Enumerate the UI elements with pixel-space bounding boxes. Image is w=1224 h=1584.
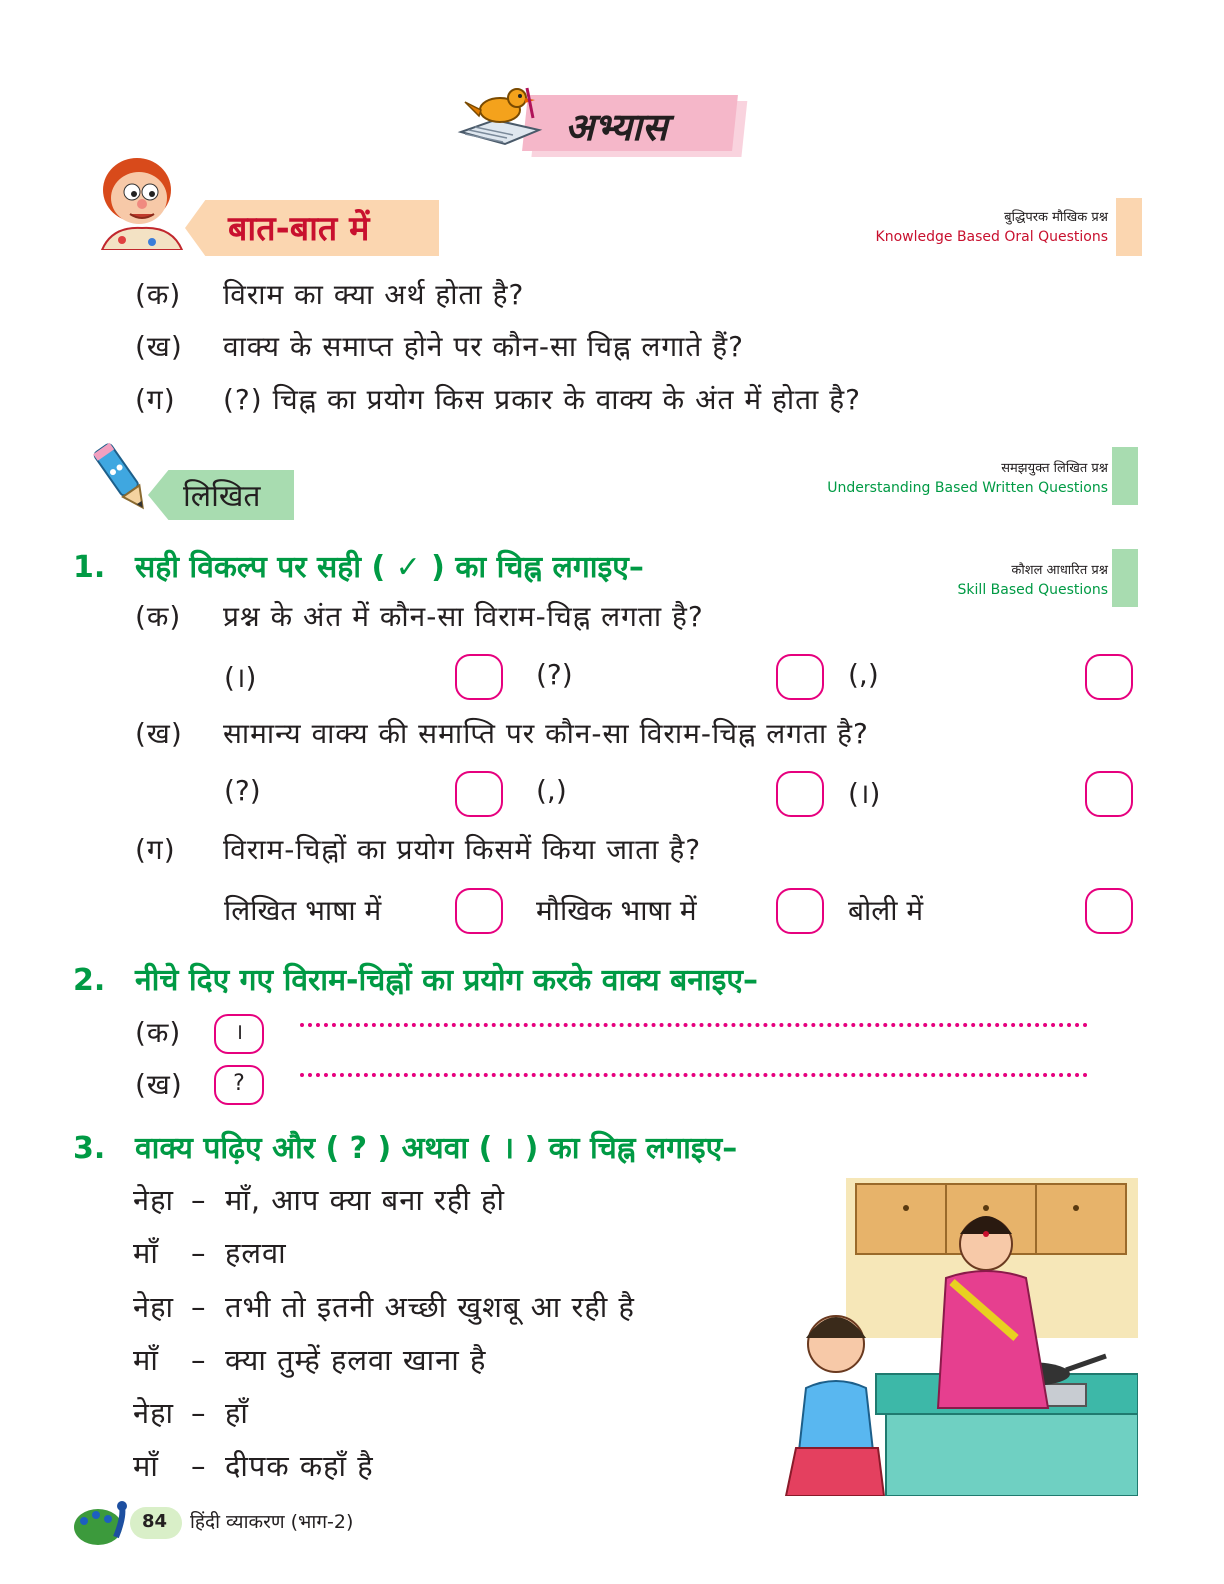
skill-note-bar	[1112, 549, 1138, 607]
dialog-line: माँ – क्या तुम्हें हलवा खाना है	[133, 1343, 487, 1377]
written-note-bar	[1112, 447, 1138, 505]
question-3-heading: 3. वाक्य पढ़िए और ( ? ) अथवा ( । ) का चिह्न लगाइए–	[73, 1131, 738, 1166]
skill-note	[958, 560, 1108, 598]
page-title: अभ्यास	[565, 105, 668, 149]
q1-option: (।)	[224, 661, 257, 694]
q1-option: (,)	[536, 774, 567, 807]
q1-option: बोली में	[848, 894, 924, 927]
answer-line[interactable]	[300, 1073, 1088, 1077]
pencil-character-icon	[92, 438, 152, 518]
checkbox[interactable]	[1085, 771, 1133, 817]
oral-note-bar	[1116, 198, 1142, 256]
punctuation-mark-box: ?	[214, 1065, 264, 1105]
boy-character-icon	[92, 150, 192, 250]
checkbox[interactable]	[1085, 888, 1133, 934]
oral-question: (क) विराम का क्या अर्थ होता है?	[135, 278, 525, 311]
oral-note-hindi: बुद्धिपरक मौखिक प्रश्न	[1004, 210, 1108, 225]
page-number: 84	[142, 1511, 168, 1532]
book-title: हिंदी व्याकरण (भाग-2)	[190, 1511, 354, 1533]
oral-question: (ग) (?) चिह्न का प्रयोग किस प्रकार के वाक्य के अंत में होता है?	[135, 383, 861, 416]
written-note-hindi: समझयुक्त लिखित प्रश्न	[1001, 461, 1108, 476]
punctuation-mark-box: ।	[214, 1014, 264, 1054]
q1-option: (,)	[848, 658, 879, 691]
written-note	[827, 458, 1108, 496]
dialog-line: नेहा – हाँ	[133, 1396, 249, 1430]
checkbox[interactable]	[455, 654, 503, 700]
dialog-line: नेहा – माँ, आप क्या बना रही हो	[133, 1183, 505, 1217]
oral-note	[876, 207, 1108, 245]
dialog-line: नेहा – तभी तो इतनी अच्छी खुशबू आ रही है	[133, 1290, 635, 1324]
answer-line[interactable]	[300, 1023, 1088, 1027]
q1-option: मौखिक भाषा में	[536, 894, 697, 927]
checkbox[interactable]	[776, 654, 824, 700]
bird-reading-icon	[455, 80, 545, 150]
q1-option: (?)	[536, 658, 573, 691]
q2-item-label: (ख)	[135, 1068, 183, 1101]
q1-item: (क) प्रश्न के अंत में कौन-सा विराम-चिह्न लगता है?	[135, 600, 704, 633]
question-2-heading: 2. नीचे दिए गए विराम-चिह्नों का प्रयोग करके वाक्य बनाइए–	[73, 963, 758, 998]
q1-option: लिखित भाषा में	[224, 894, 382, 927]
checkbox[interactable]	[1085, 654, 1133, 700]
checkbox[interactable]	[455, 888, 503, 934]
written-note-english: Understanding Based Written Questions	[827, 480, 1108, 496]
checkbox[interactable]	[776, 771, 824, 817]
oral-question: (ख) वाक्य के समाप्त होने पर कौन-सा चिह्न लगाते हैं?	[135, 330, 744, 363]
peacock-icon	[72, 1497, 134, 1549]
q1-option: (।)	[848, 777, 881, 810]
question-1-heading: 1. सही विकल्प पर सही ( ✓ ) का चिह्न लगाइए–	[73, 550, 644, 585]
checkbox[interactable]	[455, 771, 503, 817]
q1-item: (ख) सामान्य वाक्य की समाप्ति पर कौन-सा विराम-चिह्न लगता है?	[135, 717, 869, 750]
oral-section-title: बात-बात में	[228, 209, 370, 249]
q2-item-label: (क)	[135, 1016, 182, 1049]
q1-option: (?)	[224, 774, 261, 807]
oral-note-english: Knowledge Based Oral Questions	[875, 229, 1108, 245]
dialog-line: माँ – दीपक कहाँ है	[133, 1449, 374, 1483]
kitchen-illustration	[766, 1178, 1138, 1496]
checkbox[interactable]	[776, 888, 824, 934]
dialog-line: माँ – हलवा	[133, 1236, 287, 1270]
skill-note-hindi: कौशल आधारित प्रश्न	[1011, 563, 1108, 578]
written-section-title: लिखित	[183, 479, 261, 514]
skill-note-english: Skill Based Questions	[957, 582, 1108, 598]
q1-item: (ग) विराम-चिह्नों का प्रयोग किसमें किया जाता है?	[135, 833, 702, 866]
